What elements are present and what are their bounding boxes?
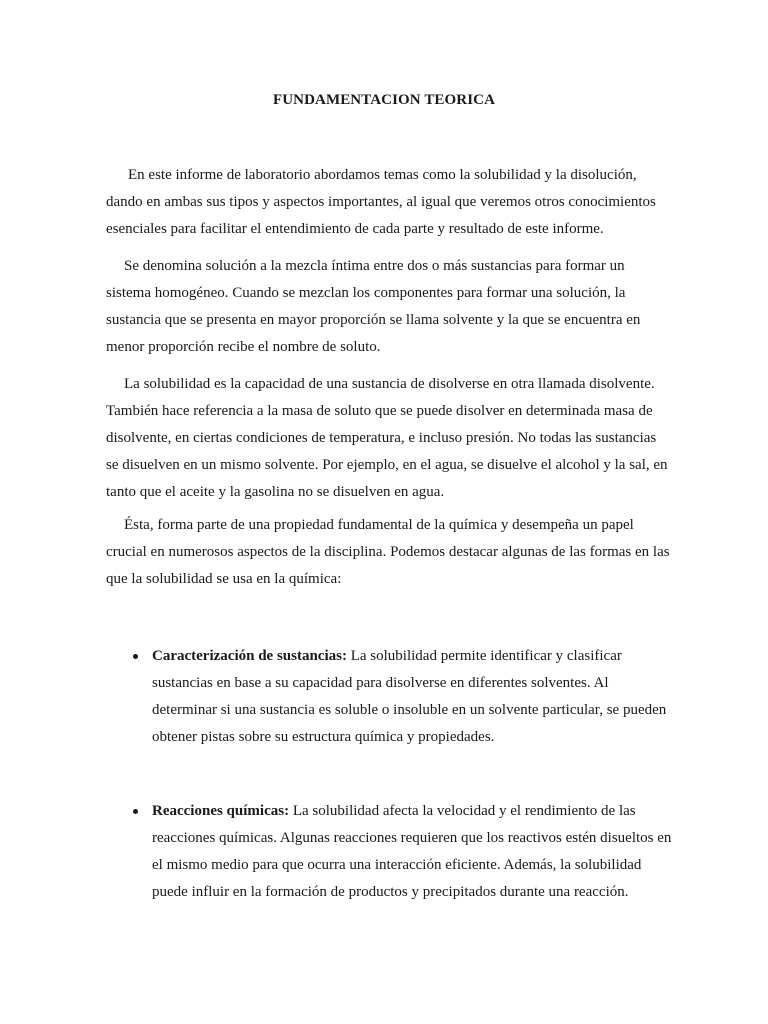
paragraph-text: Ésta, forma parte de una propiedad fundamental de la química y desempeña un papel crucial en numerosos aspectos de la disciplina. Podemos destacar algunas de las formas en las que la solubilidad se usa en la química: <box>106 517 670 587</box>
paragraph-text: En este informe de laboratorio abordamos temas como la solubilidad y la disolución, dando en ambas sus tipos y aspectos importantes, al igual que veremos otros conocimientos esenciales para facilitar el entendimiento de cada parte y resultado de este informe. <box>106 167 656 237</box>
paragraph-intro <box>106 162 672 243</box>
paragraph-text: La solubilidad es la capacidad de una sustancia de disolverse en otra llamada disolvente. También hace referencia a la masa de soluto que se puede disolver en determinada masa de disolvente, en ciertas condiciones de temperatura, e incluso presión. No todas las sustancias se disuelven en un mismo solvente. Por ejemplo, en el agua, se disuelve el alcohol y la sal, en tanto que el aceite y la gasolina no se disuelven en agua. <box>106 376 668 500</box>
bullet-text: La solubilidad permite identificar y clasificar sustancias en base a su capacidad para disolverse en diferentes solventes. Al determinar si una sustancia es soluble o insoluble en un solvente particular, se pueden obtener pistas sobre su estructura química y propiedades. <box>152 648 667 745</box>
paragraph-solucion <box>106 253 672 361</box>
bullet-term: Caracterización de sustancias: <box>152 648 347 664</box>
bullet-term: Reacciones químicas: <box>152 803 290 819</box>
list-item <box>152 643 672 751</box>
paragraph-solubilidad <box>106 371 672 506</box>
bullet-icon <box>133 654 138 659</box>
paragraph-text: Se denomina solución a la mezcla íntima entre dos o más sustancias para formar un sistema homogéneo. Cuando se mezclan los componentes para formar una solución, la sustancia que se presenta en mayor proporción se llama solvente y la que se encuentra en menor proporción recibe el nombre de soluto. <box>106 258 641 355</box>
bullet-icon <box>133 809 138 814</box>
page-title: FUNDAMENTACION TEORICA <box>272 92 496 108</box>
bullet-text: La solubilidad afecta la velocidad y el rendimiento de las reacciones químicas. Algunas reacciones requieren que los reactivos estén disueltos en el mismo medio para que ocurra una interacción eficiente. Además, la solubilidad puede influir en la formación de productos y precipitados durante una reacción. <box>152 803 672 900</box>
paragraph-propiedad <box>106 512 672 593</box>
list-item <box>152 798 672 906</box>
